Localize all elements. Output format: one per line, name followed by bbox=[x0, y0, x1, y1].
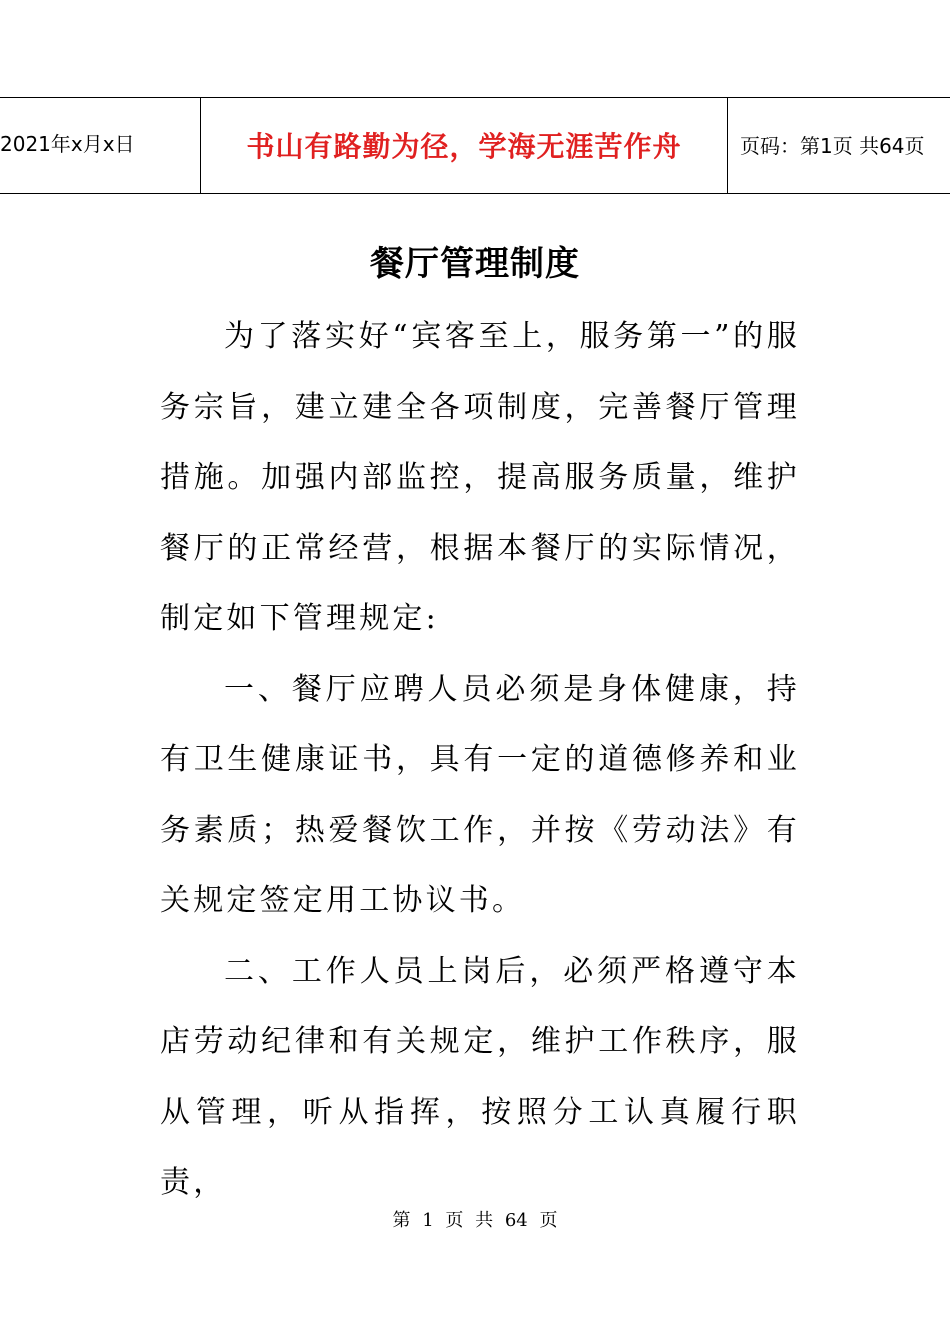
header-motto: 书山有路勤为径，学海无涯苦作舟 bbox=[201, 98, 728, 193]
page-header-table bbox=[0, 97, 950, 194]
document-title: 餐厅管理制度 bbox=[370, 244, 580, 284]
document-body bbox=[160, 302, 800, 1219]
header-date: 2021年x月x日 bbox=[0, 98, 201, 193]
paragraph-rule-2: 二、工作人员上岗后，必须严格遵守本店劳动纪律和有关规定，维护工作秩序，服从管理，听从指挥，按照分工认真履行职责， bbox=[160, 953, 800, 1200]
paragraph-intro: 为了落实好“宾客至上，服务第一”的服务宗旨，建立建全各项制度，完善餐厅管理措施。加强内部监控，提高服务质量，维护餐厅的正常经营，根据本餐厅的实际情况，制定如下管理规定: bbox=[160, 319, 800, 636]
header-page-info: 页码：第1页 共64页 bbox=[740, 134, 925, 158]
paragraph-rule-1: 一、餐厅应聘人员必须是身体健康，持有卫生健康证书，具有一定的道德修养和业务素质；热爱餐饮工作，并按《劳动法》有关规定签定用工协议书。 bbox=[160, 671, 800, 918]
page-footer: 第 1 页 共 64 页 bbox=[392, 1210, 558, 1231]
